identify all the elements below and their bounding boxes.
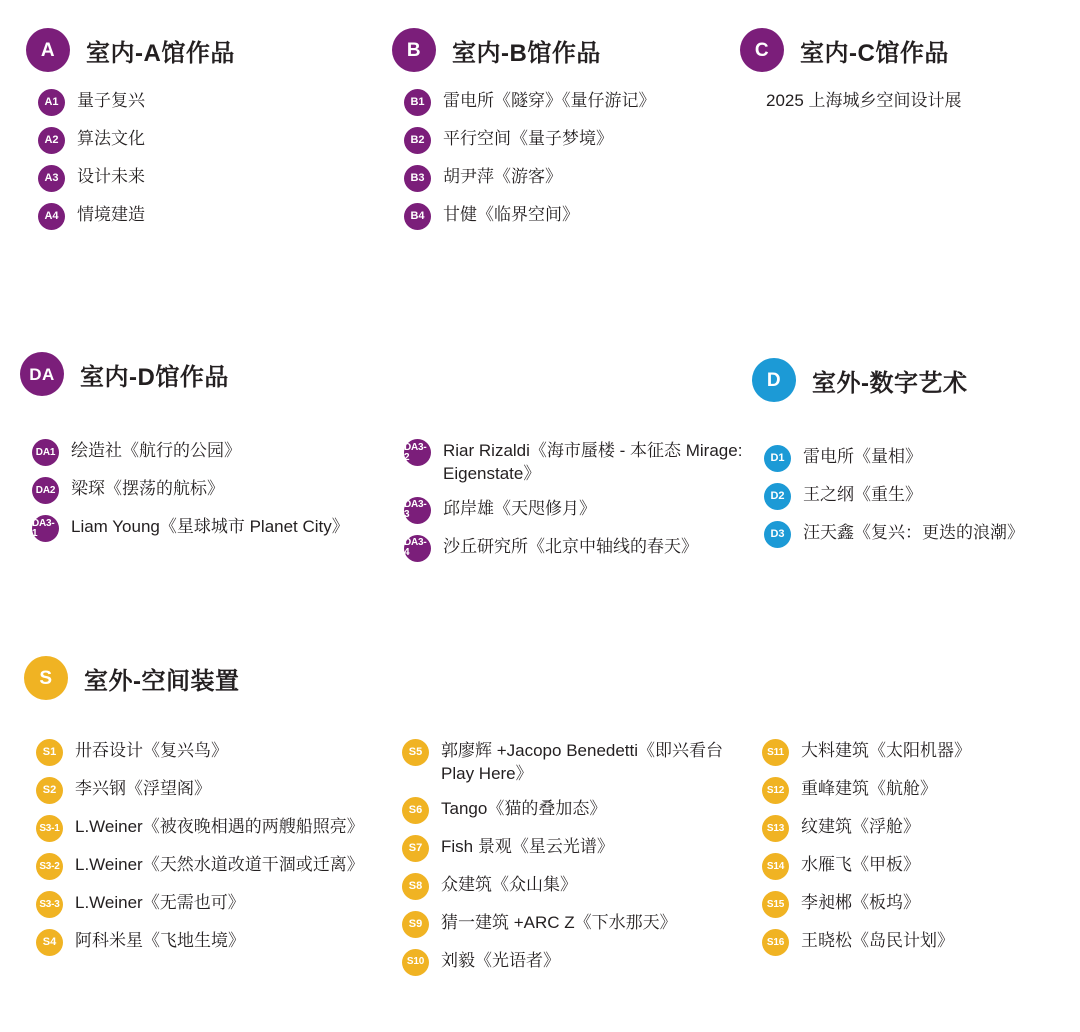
list-item[interactable]	[762, 928, 1062, 956]
list-item-label: 众建筑《众山集》	[441, 874, 577, 894]
badge-b3: B3	[404, 165, 431, 192]
list-item-label: 大料建筑《太阳机器》	[801, 741, 971, 760]
badge-s6: S6	[402, 797, 429, 824]
list-item[interactable]	[762, 814, 1062, 842]
list-item[interactable]	[32, 438, 412, 466]
list-item[interactable]	[762, 738, 1062, 766]
list-item-label: 水雁飞《甲板》	[801, 855, 920, 874]
list-item[interactable]	[402, 738, 742, 786]
list-item[interactable]	[36, 776, 406, 804]
list-item-label: 邱岸雄《天咫修月》	[443, 498, 596, 518]
list-item-label: 刘毅《光语者》	[441, 950, 560, 970]
list-item[interactable]	[402, 910, 742, 938]
list-item[interactable]	[764, 482, 1072, 510]
list-item-label: 郭廖辉 +Jacopo Benedetti《即兴看台 Play Here》	[441, 741, 724, 783]
list-item-label: L.Weiner《天然水道改道干涸或迁离》	[75, 855, 364, 874]
badge-s3-2: S3-2	[36, 853, 63, 880]
list-item-label: 雷电所《隧穿》《量仔游记》	[443, 91, 656, 110]
badge-a2: A2	[38, 127, 65, 154]
list-item[interactable]	[38, 164, 376, 192]
section-s	[24, 656, 424, 700]
list-item[interactable]	[404, 126, 742, 154]
list-item-label: 算法文化	[77, 129, 145, 148]
list-item[interactable]	[36, 928, 406, 956]
list-item[interactable]	[762, 776, 1062, 804]
list-item[interactable]	[36, 890, 406, 918]
section-s-items-col2	[402, 738, 742, 986]
section-b-items	[404, 88, 742, 230]
section-da-title: 室内-D馆作品	[80, 363, 229, 391]
list-item-label: 王之纲《重生》	[803, 485, 922, 504]
section-c-note: 2025 上海城乡空间设计展	[766, 91, 962, 110]
badge-s14: S14	[762, 853, 789, 880]
list-item-label: 甘健《临界空间》	[443, 205, 579, 224]
section-da-items-col1	[32, 438, 412, 552]
badge-s10: S10	[402, 949, 429, 976]
section-a	[26, 28, 376, 240]
section-da-items-col2	[404, 438, 744, 572]
list-item-label: 量子复兴	[77, 91, 145, 110]
list-item[interactable]	[38, 202, 376, 230]
badge-s2: S2	[36, 777, 63, 804]
list-item-label: L.Weiner《被夜晚相遇的两艘船照亮》	[75, 817, 364, 836]
list-item-label: 王晓松《岛民计划》	[801, 931, 954, 950]
list-item[interactable]	[764, 444, 1072, 472]
badge-da3-4: DA3-4	[404, 535, 431, 562]
list-item[interactable]	[404, 438, 744, 486]
list-item[interactable]	[404, 496, 744, 524]
section-c-header	[740, 28, 1060, 72]
list-item-label: 李兴钢《浮望阁》	[75, 779, 211, 798]
list-item-label: 阿科米星《飞地生境》	[75, 931, 245, 950]
list-item-label: 平行空间《量子梦境》	[443, 129, 613, 148]
list-item[interactable]	[402, 872, 742, 900]
list-item-label: 纹建筑《浮舱》	[801, 817, 920, 836]
badge-c: C	[740, 28, 784, 72]
section-s-header	[24, 656, 424, 700]
list-item[interactable]	[404, 534, 744, 562]
badge-s16: S16	[762, 929, 789, 956]
badge-s13: S13	[762, 815, 789, 842]
list-item-label: 设计未来	[77, 167, 145, 186]
badge-da3-1: DA3-1	[32, 515, 59, 542]
list-item[interactable]	[36, 738, 406, 766]
badge-d: D	[752, 358, 796, 402]
section-s-title: 室外-空间装置	[84, 667, 240, 695]
list-item-label: 猜一建筑 +ARC Z《下水那天》	[441, 912, 677, 932]
list-item[interactable]	[402, 948, 742, 976]
list-item[interactable]	[32, 514, 412, 542]
list-item-label: Tango《猫的叠加态》	[441, 798, 607, 818]
badge-s7: S7	[402, 835, 429, 862]
section-da	[20, 352, 420, 396]
section-b	[392, 28, 742, 240]
section-s-items-col3	[762, 738, 1062, 966]
badge-s: S	[24, 656, 68, 700]
badge-s4: S4	[36, 929, 63, 956]
list-item-label: 胡尹萍《游客》	[443, 167, 562, 186]
section-d-items	[764, 444, 1072, 548]
badge-b4: B4	[404, 203, 431, 230]
list-item-label: 绘造社《航行的公园》	[71, 441, 241, 460]
list-item-label: Riar Rizaldi《海市蜃楼 - 本征态 Mirage: Eigenstate》	[443, 441, 743, 483]
badge-b: B	[392, 28, 436, 72]
section-d-title: 室外-数字艺术	[812, 369, 968, 397]
list-item[interactable]	[762, 852, 1062, 880]
section-c-title: 室内-C馆作品	[800, 39, 949, 67]
section-s-items-col1	[36, 738, 406, 966]
badge-da: DA	[20, 352, 64, 396]
list-item-label: 卅吞设计《复兴鸟》	[75, 741, 228, 760]
list-item-label: 沙丘研究所《北京中轴线的春天》	[443, 536, 698, 556]
badge-a3: A3	[38, 165, 65, 192]
list-item-label: 雷电所《量相》	[803, 447, 922, 466]
badge-a: A	[26, 28, 70, 72]
list-item[interactable]	[38, 88, 376, 116]
list-item[interactable]	[404, 88, 742, 116]
list-item-label: 梁琛《摆荡的航标》	[71, 479, 224, 498]
badge-s12: S12	[762, 777, 789, 804]
list-item[interactable]	[764, 520, 1072, 548]
badge-da1: DA1	[32, 439, 59, 466]
section-da-header	[20, 352, 420, 396]
list-item-label: 汪天鑫《复兴：更迭的浪潮》	[803, 523, 1024, 542]
list-item[interactable]	[404, 164, 742, 192]
badge-s5: S5	[402, 739, 429, 766]
badge-s8: S8	[402, 873, 429, 900]
section-a-items	[38, 88, 376, 230]
list-item-label: 李昶郴《板坞》	[801, 893, 920, 912]
list-item-label: Liam Young《星球城市 Planet City》	[71, 517, 349, 536]
section-b-title: 室内-B馆作品	[452, 39, 601, 67]
section-a-header	[26, 28, 376, 72]
badge-b1: B1	[404, 89, 431, 116]
badge-s15: S15	[762, 891, 789, 918]
badge-d3: D3	[764, 521, 791, 548]
badge-s3-1: S3-1	[36, 815, 63, 842]
list-item[interactable]	[404, 202, 742, 230]
list-item[interactable]	[36, 814, 406, 842]
list-item[interactable]	[762, 890, 1062, 918]
section-d	[752, 358, 1072, 558]
badge-a4: A4	[38, 203, 65, 230]
list-item[interactable]	[36, 852, 406, 880]
list-item[interactable]	[32, 476, 412, 504]
badge-da3-2: DA3-2	[404, 439, 431, 466]
list-item[interactable]	[38, 126, 376, 154]
badge-s1: S1	[36, 739, 63, 766]
section-b-header	[392, 28, 742, 72]
list-item[interactable]	[402, 796, 742, 824]
badge-d2: D2	[764, 483, 791, 510]
badge-a1: A1	[38, 89, 65, 116]
badge-s9: S9	[402, 911, 429, 938]
section-d-header	[752, 358, 1072, 402]
list-item[interactable]	[402, 834, 742, 862]
badge-b2: B2	[404, 127, 431, 154]
badge-da3-3: DA3-3	[404, 497, 431, 524]
section-c	[740, 28, 1060, 113]
list-item-label: L.Weiner《无需也可》	[75, 893, 245, 912]
list-item-label: 情境建造	[77, 205, 145, 224]
badge-s3-3: S3-3	[36, 891, 63, 918]
badge-s11: S11	[762, 739, 789, 766]
badge-d1: D1	[764, 445, 791, 472]
list-item-label: Fish 景观《星云光谱》	[441, 836, 614, 856]
badge-da2: DA2	[32, 477, 59, 504]
section-a-title: 室内-A馆作品	[86, 39, 235, 67]
list-item-label: 重峰建筑《航舱》	[801, 779, 937, 798]
